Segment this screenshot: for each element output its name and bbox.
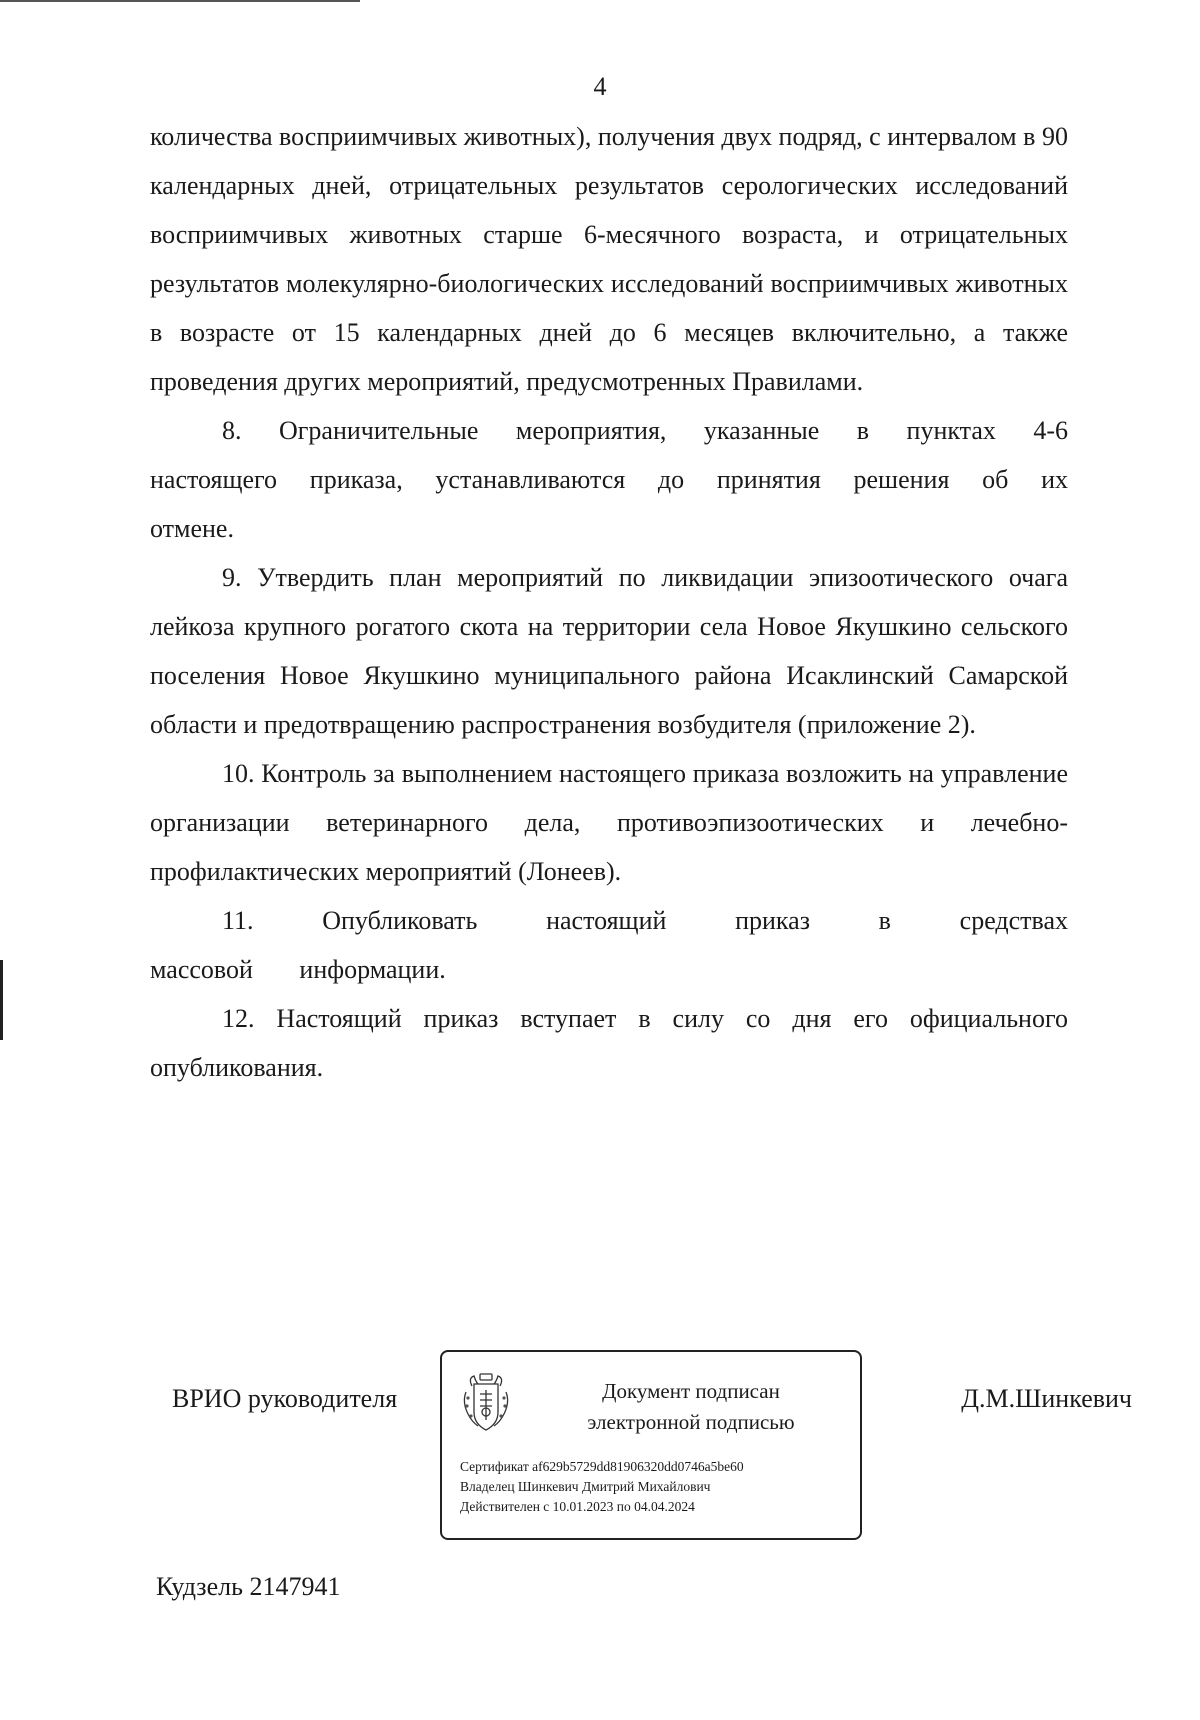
document-body [150,112,1068,1092]
page-number: 4 [593,72,607,101]
stamp-details [460,1457,850,1517]
stamp-title-line-2: электронной подписью [587,1410,795,1434]
stamp-certificate: Сертификат af629b5729dd81906320dd0746a5be60 [460,1459,744,1474]
stamp-title [532,1376,850,1438]
stamp-validity: Действителен с 10.01.2023 по 04.04.2024 [460,1499,695,1514]
signatory-role: ВРИО руководителя [172,1384,398,1413]
coat-of-arms-icon [458,1372,514,1434]
scan-top-rule [0,0,360,2]
executor-contact: Кудзель 2147941 [156,1572,341,1601]
paragraph-item-9: 9. Утвердить план мероприятий по ликвидации эпизоотического очага лейкоза крупного рогатого скота на территории села Новое Якушкино сельского поселения Новое Якушкино муниципального района Исаклинский Самарской области и предотвращению распространения возбудителя (приложение 2). [150,563,1068,739]
stamp-owner: Владелец Шинкевич Дмитрий Михайлович [460,1479,711,1494]
scan-edge-mark [0,960,3,1040]
paragraph-item-11: 11. Опубликовать настоящий приказ в средствах массовой информации. [150,906,1068,984]
paragraph-item-10: 10. Контроль за выполнением настоящего приказа возложить на управление организации ветеринарного дела, противоэпизоотических и лечебно-профилактических мероприятий (Лонеев). [150,759,1068,886]
paragraph-item-8: 8. Ограничительные мероприятия, указанные в пунктах 4-6 настоящего приказа, устанавливаются до принятия решения об их отмене. [150,416,1068,543]
stamp-title-line-1: Документ подписан [602,1379,780,1403]
e-signature-stamp [440,1350,862,1540]
signatory-name: Д.М.Шинкевич [961,1384,1132,1413]
paragraph-continuation: количества восприимчивых животных), получения двух подряд, с интервалом в 90 календарных дней, отрицательных результатов серологических исследований восприимчивых животных старше 6-месячного возраста, и отрицательных результатов молекулярно-биологических исследований восприимчивых животных в возрасте от 15 календарных дней до 6 месяцев включительно, а также проведения других мероприятий, предусмотренных Правилами. [150,122,1068,396]
paragraph-item-12: 12. Настоящий приказ вступает в силу со дня его официального опубликования. [150,1004,1068,1082]
